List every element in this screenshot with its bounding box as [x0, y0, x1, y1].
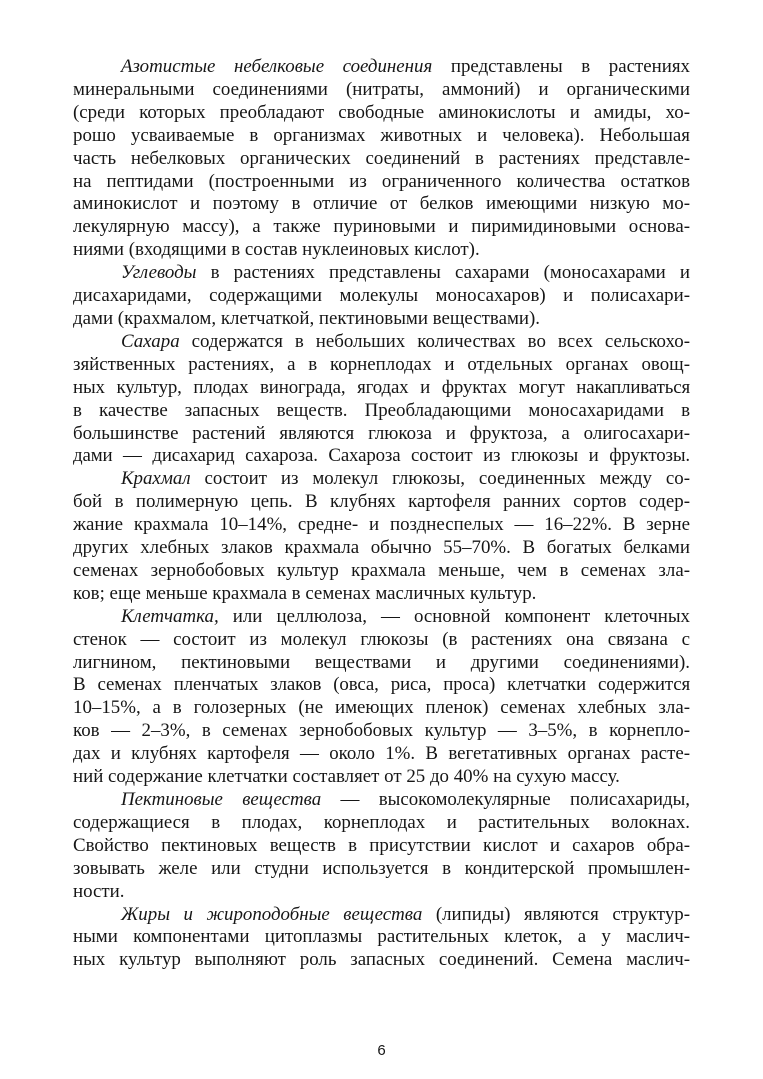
term-carbohydrates: Углеводы: [121, 262, 197, 284]
text-line: ниями (входящими в состав нуклеиновых кислот).: [73, 239, 480, 261]
term-nitrogen-compounds: Азотистые небелковые соединения: [121, 56, 433, 77]
text-line: дах и клубнях картофеля — около 1%. В вегетативных органах расте-: [73, 743, 690, 765]
paragraph-nitrogen-compounds: [73, 56, 690, 262]
text-line: содержащиеся в плодах, корнеплодах и растительных волокнах.: [73, 811, 690, 833]
text-line: зовывать желе или студни используется в кондитерской промышлен-: [73, 857, 690, 879]
text-line: (среди которых преобладают свободные аминокислоты и амиды, хо-: [73, 101, 690, 123]
term-sugars: Сахара: [121, 330, 180, 352]
text-line: ных культур выполняют роль запасных соединений. Семена маслич-: [73, 949, 690, 971]
text-line: минеральными соединениями (нитраты, аммоний) и органическими: [73, 78, 690, 100]
text-line: ных культур, плодах винограда, ягодах и фруктах могут накапливаться: [73, 376, 690, 398]
text-line: ков; еще меньше крахмала в семенах масличных культур.: [73, 582, 537, 604]
text-line: семенах зернобобовых культур крахмала меньше, чем в семенах зла-: [73, 559, 690, 581]
paragraph-starch: [73, 468, 690, 605]
text-line: часть небелковых органических соединений в растениях представле-: [73, 147, 690, 169]
text-line: ными компонентами цитоплазмы растительных клеток, а у маслич-: [73, 926, 690, 948]
text-line: Сахара содержатся в небольших количествах во всех сельскохо-: [121, 330, 690, 352]
text-line: Крахмал состоит из молекул глюкозы, соединенных между со-: [121, 468, 690, 490]
text-line: стенок — состоит из молекул глюкозы (в растениях она связана с: [73, 628, 690, 650]
text-line: зяйственных растениях, а в корнеплодах и отдельных органах овощ-: [73, 353, 690, 375]
page-number: 6: [377, 1042, 386, 1059]
text-line: ний содержание клетчатки составляет от 25 до 40% на сухую массу.: [73, 766, 620, 788]
paragraph-pectins: [73, 789, 690, 904]
text-line: аминокислот и поэтому в отличие от белков имеющими низкую мо-: [73, 193, 690, 215]
paragraph-sugars: [73, 331, 690, 468]
text-line: Свойство пектиновых веществ в присутствии кислот и сахаров обра-: [73, 834, 690, 856]
paragraph-lipids: [73, 904, 690, 973]
text-line: дами — дисахарид сахароза. Сахароза состоит из глюкозы и фруктозы.: [73, 445, 690, 467]
term-cellulose: Клетчатка,: [121, 605, 219, 627]
text-line: Клетчатка, или целлюлоза, — основной компонент клеточных: [121, 605, 690, 627]
text-line: 10–15%, а в голозерных (не имеющих пленок) семенах хлебных зла-: [73, 697, 690, 719]
text-line: Пектиновые вещества — высокомолекулярные полисахариды,: [121, 789, 690, 810]
term-starch: Крахмал: [121, 468, 191, 490]
text-line: в качестве запасных веществ. Преобладающими моносахаридами в: [73, 399, 690, 421]
text-line: Жиры и жироподобные вещества (липиды) являются структур-: [121, 903, 690, 925]
text-line: В семенах пленчатых злаков (овса, риса, проса) клетчатки содержится: [73, 674, 690, 696]
text-line: большинстве растений являются глюкоза и фруктоза, а олигосахари-: [73, 422, 690, 444]
text-line: жание крахмала 10–14%, средне- и позднеспелых — 16–22%. В зерне: [73, 514, 690, 536]
page-body: [73, 56, 690, 972]
text-line: бой в полимерную цепь. В клубнях картофеля ранних сортов содер-: [73, 491, 690, 513]
text-line: дисахаридами, содержащими молекулы моносахаров) и полисахари-: [73, 285, 690, 307]
text-line: лигнином, пектиновыми веществами и другими соединениями).: [73, 651, 690, 673]
text-line: рошо усваиваемые в организмах животных и человека). Небольшая: [73, 124, 690, 146]
paragraph-cellulose: [73, 606, 690, 789]
paragraph-carbohydrates: [73, 262, 690, 331]
text-line: на пептидами (построенными из ограниченного количества остатков: [73, 170, 690, 192]
text-line: других хлебных злаков крахмала обычно 55–70%. В богатых белками: [73, 537, 690, 559]
text-line: Углеводы в растениях представлены сахарами (моносахарами и: [121, 262, 690, 284]
text-line: дами (крахмалом, клетчаткой, пектиновыми веществами).: [73, 307, 541, 329]
text-line: ности.: [73, 880, 125, 902]
text-line: ков — 2–3%, в семенах зернобобовых культур — 3–5%, в корнеплo-: [73, 720, 690, 742]
term-pectins: Пектиновые вещества: [121, 789, 322, 810]
text-line: Азотистые небелковые соединения представлены в растениях: [121, 56, 691, 77]
text-line: лекулярную массу), а также пуриновыми и пиримидиновыми основа-: [73, 216, 690, 238]
term-lipids: Жиры и жироподобные вещества: [121, 903, 423, 925]
